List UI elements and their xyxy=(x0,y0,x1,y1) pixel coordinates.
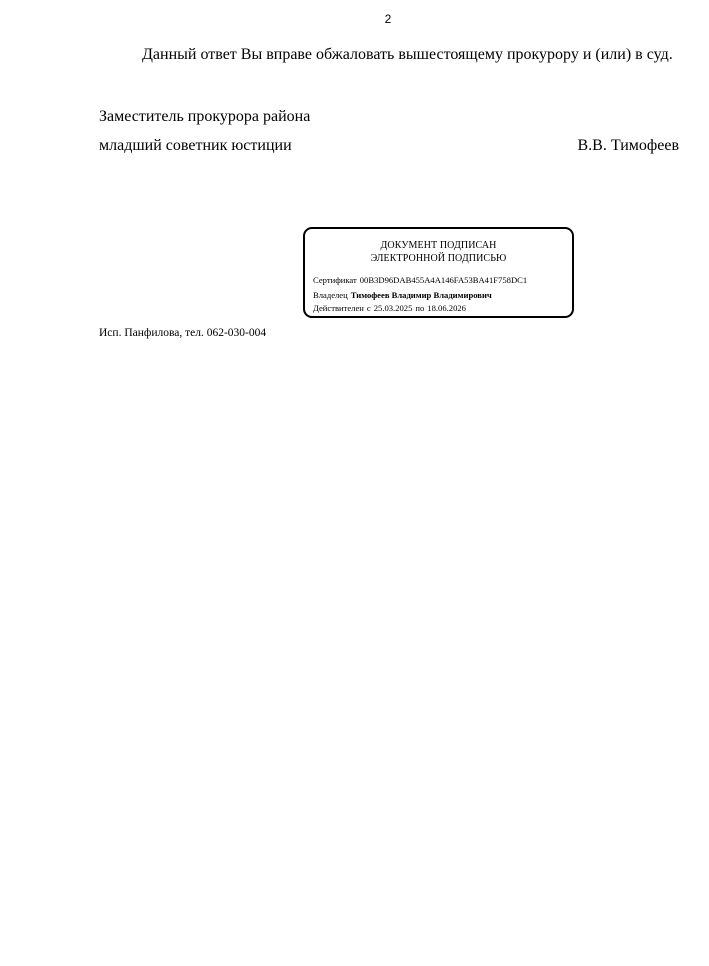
signer-name: В.В. Тимофеев xyxy=(577,137,679,154)
signer-rank: младший советник юстиции xyxy=(99,137,292,154)
stamp-valid-from-label: с xyxy=(366,303,371,313)
stamp-title-line-1: ДОКУМЕНТ ПОДПИСАН xyxy=(380,240,497,251)
stamp-valid-from-date: 25.03.2025 xyxy=(373,303,413,313)
stamp-title-line-2: ЭЛЕКТРОННОЙ ПОДПИСЬЮ xyxy=(370,253,507,264)
signer-position-title: Заместитель прокурора района xyxy=(99,108,311,125)
stamp-owner-label: Владелец xyxy=(313,290,348,300)
electronic-signature-stamp xyxy=(303,227,574,318)
stamp-certificate-row xyxy=(313,274,527,286)
stamp-valid-to-date: 18.06.2026 xyxy=(427,303,466,313)
stamp-validity-row xyxy=(313,302,466,314)
stamp-valid-to-label: по xyxy=(415,303,425,313)
page-number: 2 xyxy=(384,12,392,26)
executor-contact: Исп. Панфилова, тел. 062-030-004 xyxy=(99,327,267,339)
stamp-owner-value: Тимофеев Владимир Владимирович xyxy=(350,290,492,300)
appeal-paragraph: Данный ответ Вы вправе обжаловать вышестоящему прокурору и (или) в суд. xyxy=(142,46,673,63)
stamp-owner-row xyxy=(313,289,492,301)
stamp-valid-label: Действителен xyxy=(313,303,364,313)
stamp-certificate-value: 00B3D96DAB455A4A146FA53BA41F758DC1 xyxy=(359,275,528,285)
stamp-certificate-label: Сертификат xyxy=(313,275,357,285)
